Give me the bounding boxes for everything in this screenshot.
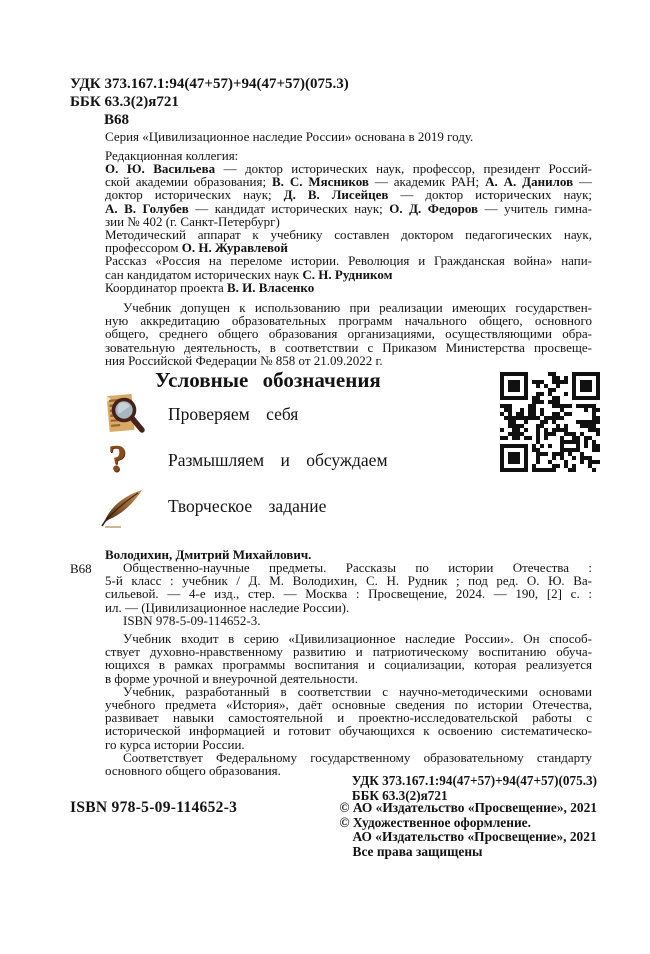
legend-title: Условные обозначения	[155, 368, 381, 392]
legend-label-check-yourself: Проверяем себя	[168, 404, 299, 424]
editorial-board-label: Редакционная коллегия:	[105, 148, 239, 163]
isbn-main: ISBN 978-5-09-114652-3	[70, 799, 238, 816]
bbk-bottom: ББК 63.3(2)я721	[351, 788, 448, 803]
magnifier-page-icon	[101, 392, 153, 440]
book-code-record: В68	[70, 561, 92, 576]
bbk-top: ББК 63.3(2)я721	[70, 94, 179, 110]
udk-bbk-bottom	[352, 773, 597, 803]
book-code-top: В68	[104, 112, 130, 128]
question-mark-icon: ?	[108, 438, 127, 480]
udk-bottom: УДК 373.167.1:94(47+57)+94(47+57)(075.3)	[351, 773, 597, 788]
quill-icon	[99, 486, 149, 530]
legend-label-discuss: Размышляем и обсуждаем	[168, 450, 388, 470]
editorial-board-text: О. Ю. Васильева — доктор исторических наук, профессор, президент Россий- ской академии образования; В. С. Мясников — академик РАН; А. А. Данилов — доктор исторических наук; Д. В. Лисейцев — доктор исторических наук; А. В. Голубев — кандидат исторических наук; О. Д. Федоров — учитель гимна- зии № 402 (г. Санкт-Петербург)	[105, 161, 593, 229]
record-author: Володихин, Дмитрий Михайлович.	[105, 547, 312, 562]
legend-label-creative-task: Творческое задание	[168, 496, 327, 516]
record-text: Общественно-научные предметы. Рассказы по истории Отечества : 5-й класс : учебник / Д. М. Володихин, С. Н. Рудник ; под ред. О. Ю. Ва- сильевой. — 4-е изд., стер. — Москва : Просвещение, 2024. — 190, [2] с. : ил. — (Цивилизационное наследие России). ISBN 978-5-09-114652-3.	[105, 560, 592, 628]
udk-top: УДК 373.167.1:94(47+57)+94(47+57)(075.3)	[70, 76, 349, 92]
copyright-block: © АО «Издательство «Просвещение», 2021 © Художественное оформление. АО «Издательство «Просвещение», 2021 Все права защищены	[339, 800, 597, 859]
methodical-credits-text: Методический аппарат к учебнику составлен доктором педагогических наук, профессором О. Н. Журавлевой Рассказ «Россия на переломе истории. Революция и Гражданская война» напи- сан кандидатом исторических наук С. Н. Рудником Координатор проекта В. И. Власенко	[105, 227, 592, 295]
series-line: Серия «Цивилизационное наследие России» основана в 2019 году.	[105, 129, 474, 144]
admission-paragraph: Учебник допущен к использованию при реализации имеющих государствен- ную аккредитацию образовательных программ начального общего, основного общего, среднего общего образования организациями, осуществляющими обра- зовательную деятельность, в соответствии с Приказом Министерства просвеще- ния Российской Федерации № 858 от 21.09.2022 г.	[105, 300, 592, 368]
qr-code	[500, 372, 600, 472]
annotation-text: Учебник входит в серию «Цивилизационное наследие России». Он способ- ствует духовно-нравственному развитию и патриотическому воспитанию обуча- ющихся в рамках программы воспитания и социализации, которая реализуется в форме урочной и внеурочной деятельности. Учебник, разработанный в соответствии с научно-методическими основами учебного предмета «История», даёт основные сведения по истории Отечества, развивает навыки самостоятельной и проектно-исследовательской работы с исторической информацией и готовит обучающихся к освоению систематическо- го курса истории России. Соответствует Федеральному государственному образовательному стандарту основного общего образования.	[105, 631, 592, 779]
